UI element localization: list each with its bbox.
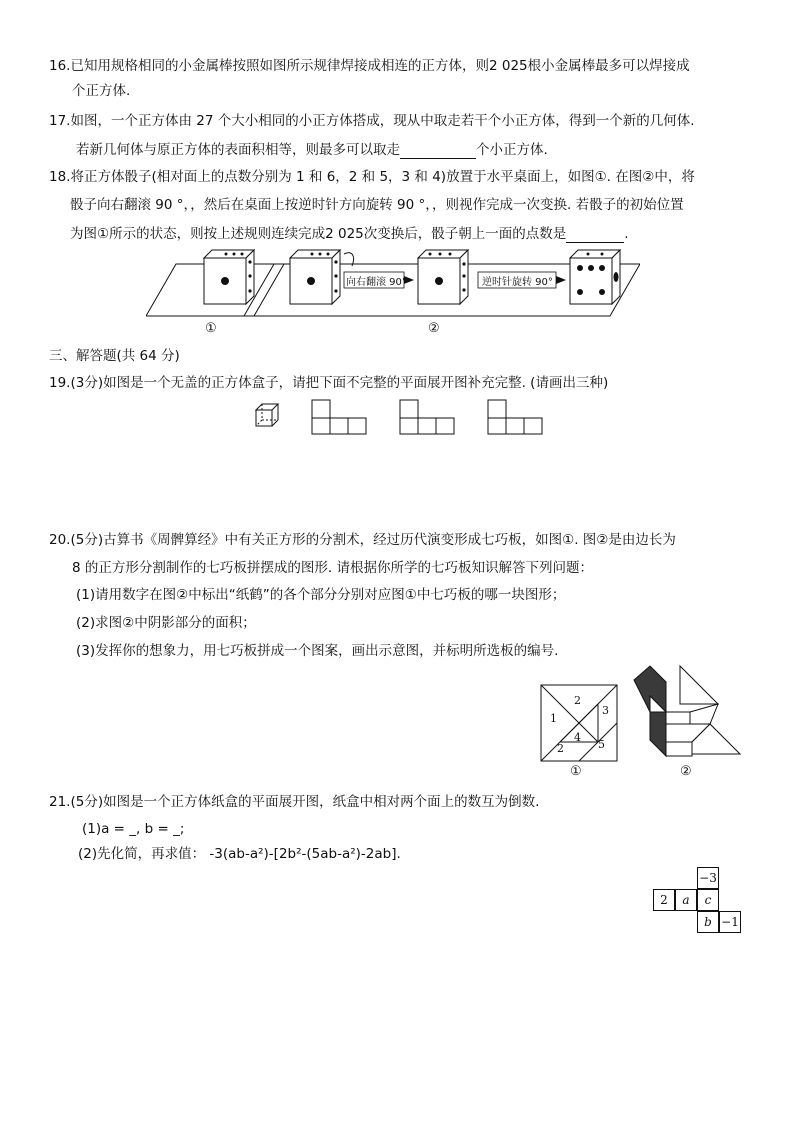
incomplete-net-2 — [400, 400, 454, 434]
die-1 — [204, 250, 254, 304]
net-cell-left: 2 — [653, 889, 675, 911]
tangram-square-figure — [540, 684, 618, 762]
arrow-2-head — [556, 276, 566, 284]
arrow-1-label: 向右翻滚 90° — [346, 277, 407, 288]
q18-fig2-label: ② — [428, 321, 440, 336]
die-4 — [570, 250, 620, 304]
q18-line-1: 18.将正方体骰子(相对面上的点数分别为 1 和 6，2 和 5，3 和 4)放置于水平桌面上，如图①. 在图②中，将 — [49, 169, 695, 185]
q21-line-1: 21.(5分)如图是一个正方体纸盒的平面展开图，纸盒中相对两个面上的数互为倒数. — [49, 794, 540, 810]
cube-net-figure — [653, 867, 745, 935]
q16-line-2: 个正方体. — [72, 83, 131, 99]
q18-line-2: 骰子向右翻滚 90 °，，然后在桌面上按逆时针方向旋转 90 °，，则视作完成一次变换. 若骰子的初始位置 — [70, 197, 684, 213]
q20-line-3: (1)请用数字在图②中标出“纸鹤”的各个部分分别对应图①中七巧板的哪一块图形； — [76, 587, 566, 603]
die-2 — [290, 250, 340, 304]
q17-answer-blank — [400, 144, 476, 159]
q17-line-2-text: 若新几何体与原正方体的表面积相等，则最多可以取走 — [76, 142, 400, 158]
paper-crane-svg — [630, 664, 742, 764]
net-cell-a: a — [675, 889, 697, 911]
q16-line-1: 16.已知用规格相同的小金属棒按照如图所示规律焊接成相连的正方体，则2 025根小金属棒最多可以焊接成 — [49, 58, 690, 74]
q19-nets-svg — [254, 398, 546, 436]
q20-line-2: 8 的正方形分割制作的七巧板拼摆成的图形. 请根据你所学的七巧板知识解答下列问题： — [72, 560, 593, 576]
q18-fig1-label: ① — [205, 321, 217, 336]
tangram-piece-4: 4 — [574, 731, 581, 744]
q18-line-3 — [70, 225, 629, 243]
q19-nets-figure — [254, 398, 546, 436]
q20-line-5: (3)发挥你的想象力，用七巧板拼成一个图案，画出示意图，并标明所选板的编号. — [76, 643, 559, 659]
crane-neck-shaded — [650, 712, 666, 756]
tangram-piece-2-top: 2 — [574, 694, 581, 707]
q18-line-3-end: . — [624, 226, 629, 242]
q17-line-2 — [76, 141, 548, 159]
q20-line-4: (2)求图②中阴影部分的面积； — [76, 615, 256, 631]
crane-head-shaded — [634, 666, 666, 712]
q20-line-1: 20.(5分)古算书《周髀算经》中有关正方形的分割术，经过历代演变形成七巧板，如图①. 图②是由边长为 — [49, 532, 676, 548]
q21-line-3: (2)先化简，再求值： -3(ab-a²)-[2b²-(5ab-a²)-2ab]. — [78, 846, 401, 862]
tangram-piece-5: 5 — [598, 738, 605, 751]
q20-fig2-label: ② — [680, 764, 692, 779]
net-cell-b: b — [697, 911, 719, 933]
q20-fig1-label: ① — [570, 764, 582, 779]
tangram-piece-2-bottom: 2 — [557, 742, 564, 755]
q21-line-2: (1)a = _, b = _; — [82, 821, 185, 837]
arrow-2-label: 逆时针旋转 90° — [482, 277, 553, 288]
q18-answer-blank — [566, 228, 624, 243]
open-box-icon — [256, 404, 278, 426]
q18-dice-figure — [146, 246, 640, 342]
q19-line-1: 19.(3分)如图是一个无盖的正方体盒子，请把下面不完整的平面展开图补充完整. (请画出三种) — [49, 375, 609, 391]
tangram-piece-1: 1 — [550, 712, 557, 725]
dice-diagram — [146, 246, 640, 342]
incomplete-net-3 — [488, 400, 542, 434]
q18-line-3-text: 为图①所示的状态，则按上述规则连续完成2 025次变换后，骰子朝上一面的点数是 — [70, 226, 567, 242]
crane-wing-top — [680, 666, 718, 704]
q17-line-1: 17.如图，一个正方体由 27 个大小相同的小正方体搭成，现从中取走若干个小正方体，得到一个新的几何体. — [49, 113, 695, 129]
net-cell-top: −3 — [697, 867, 719, 889]
q17-line-2-end: 个小正方体. — [476, 142, 548, 158]
die-3 — [418, 250, 468, 304]
net-cell-right: −1 — [719, 911, 741, 933]
section-3-heading: 三、解答题(共 64 分) — [49, 348, 180, 364]
tangram-piece-3: 3 — [602, 704, 609, 717]
paper-crane-figure — [630, 664, 742, 764]
net-cell-c: c — [697, 889, 719, 911]
incomplete-net-1 — [312, 400, 366, 434]
